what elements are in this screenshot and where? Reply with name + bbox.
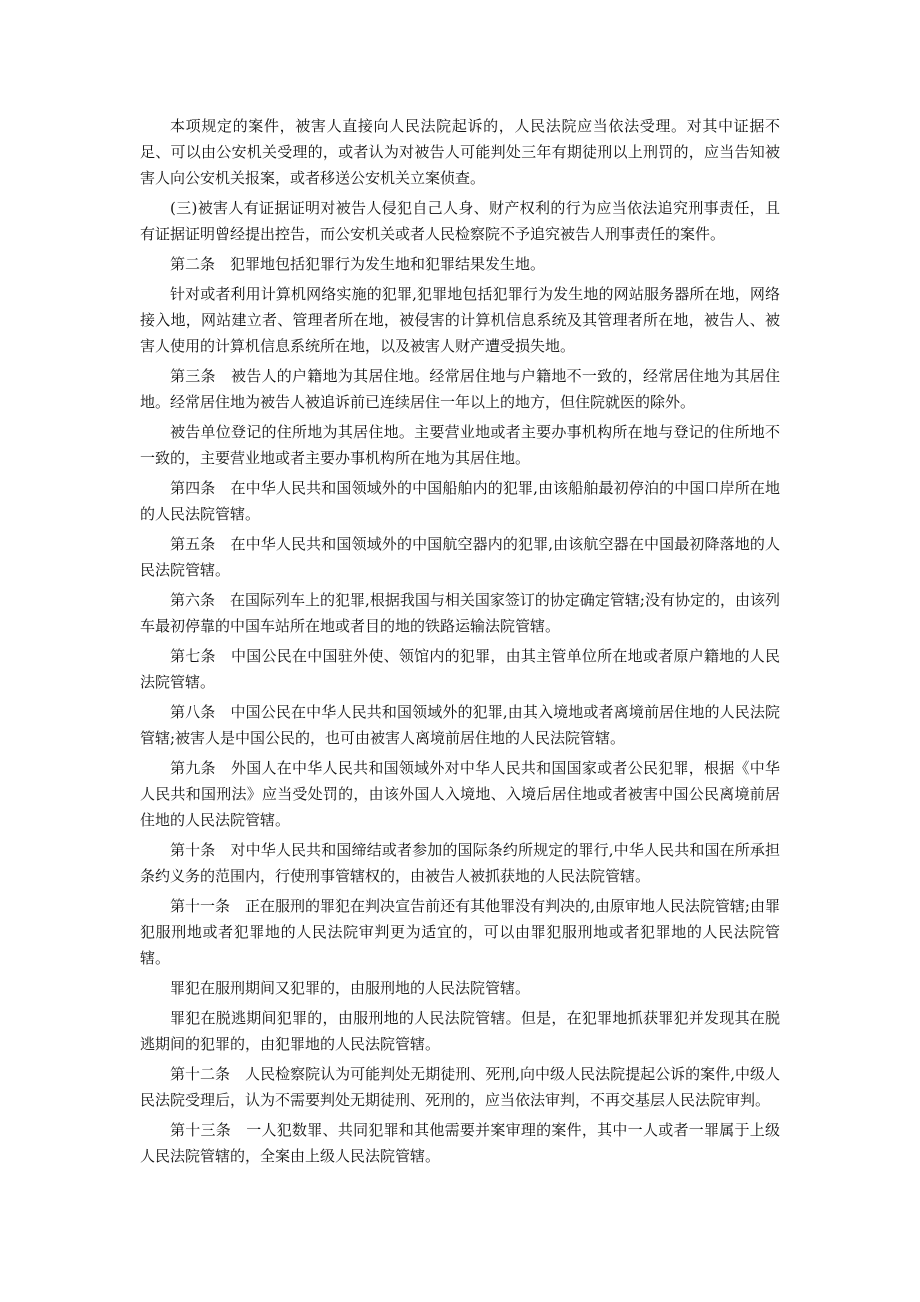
paragraph: 第五条 在中华人民共和国领域外的中国航空器内的犯罪,由该航空器在中国最初降落地的人民法院管辖。 <box>140 535 780 579</box>
paragraph: 针对或者利用计算机网络实施的犯罪,犯罪地包括犯罪行为发生地的网站服务器所在地，网络接入地，网站建立者、管理者所在地，被侵害的计算机信息系统及其管理者所在地，被告人、被害人使用的计算机信息系统所在地，以及被害人财产遭受损失地。 <box>140 285 780 355</box>
paragraph: 第十二条 人民检察院认为可能判处无期徒刑、死刑,向中级人民法院提起公诉的案件,中级人民法院受理后，认为不需要判处无期徒刑、死刑的，应当依法审判，不再交基层人民法院审判。 <box>140 1065 780 1109</box>
paragraph: 被告单位登记的住所地为其居住地。主要营业地或者主要办事机构所在地与登记的住所地不一致的，主要营业地或者主要办事机构所在地为其居住地。 <box>140 423 780 467</box>
paragraph: 第十条 对中华人民共和国缔结或者参加的国际条约所规定的罪行,中华人民共和国在所承担条约义务的范围内，行使刑事管辖权的，由被告人被抓获地的人民法院管辖。 <box>140 841 780 885</box>
paragraph: 罪犯在脱逃期间犯罪的，由服刑地的人民法院管辖。但是，在犯罪地抓获罪犯并发现其在脱逃期间的犯罪的，由犯罪地的人民法院管辖。 <box>140 1009 780 1053</box>
paragraph: 第六条 在国际列车上的犯罪,根据我国与相关国家签订的协定确定管辖;没有协定的，由该列车最初停靠的中国车站所在地或者目的地的铁路运输法院管辖。 <box>140 591 780 635</box>
paragraph: 第十一条 正在服刑的罪犯在判决宣告前还有其他罪没有判决的,由原审地人民法院管辖;由罪犯服刑地或者犯罪地的人民法院审判更为适宜的，可以由罪犯服刑地或者犯罪地的人民法院管辖。 <box>140 897 780 967</box>
document-body <box>140 113 780 1173</box>
paragraph: 第三条 被告人的户籍地为其居住地。经常居住地与户籍地不一致的，经常居住地为其居住地。经常居住地为被告人被追诉前已连续居住一年以上的地方，但住院就医的除外。 <box>140 367 780 411</box>
paragraph: 第四条 在中华人民共和国领域外的中国船舶内的犯罪,由该船舶最初停泊的中国口岸所在地的人民法院管辖。 <box>140 479 780 523</box>
paragraph: 第八条 中国公民在中华人民共和国领域外的犯罪,由其入境地或者离境前居住地的人民法院管辖;被害人是中国公民的，也可由被害人离境前居住地的人民法院管辖。 <box>140 703 780 747</box>
paragraph: 第九条 外国人在中华人民共和国领域外对中华人民共和国国家或者公民犯罪，根据《中华人民共和国刑法》应当受处罚的，由该外国人入境地、入境后居住地或者被害中国公民离境前居住地的人民法院管辖。 <box>140 759 780 829</box>
paragraph: (三)被害人有证据证明对被告人侵犯自己人身、财产权利的行为应当依法追究刑事责任，且有证据证明曾经提出控告，而公安机关或者人民检察院不予追究被告人刑事责任的案件。 <box>140 199 780 243</box>
paragraph: 本项规定的案件，被害人直接向人民法院起诉的，人民法院应当依法受理。对其中证据不足、可以由公安机关受理的，或者认为对被告人可能判处三年有期徒刑以上刑罚的，应当告知被害人向公安机关报案，或者移送公安机关立案侦查。 <box>140 117 780 187</box>
paragraph: 第十三条 一人犯数罪、共同犯罪和其他需要并案审理的案件，其中一人或者一罪属于上级人民法院管辖的，全案由上级人民法院管辖。 <box>140 1121 780 1165</box>
paragraph: 第七条 中国公民在中国驻外使、领馆内的犯罪，由其主管单位所在地或者原户籍地的人民法院管辖。 <box>140 647 780 691</box>
paragraph: 罪犯在服刑期间又犯罪的，由服刑地的人民法院管辖。 <box>170 979 531 997</box>
paragraph: 第二条 犯罪地包括犯罪行为发生地和犯罪结果发生地。 <box>170 255 546 273</box>
